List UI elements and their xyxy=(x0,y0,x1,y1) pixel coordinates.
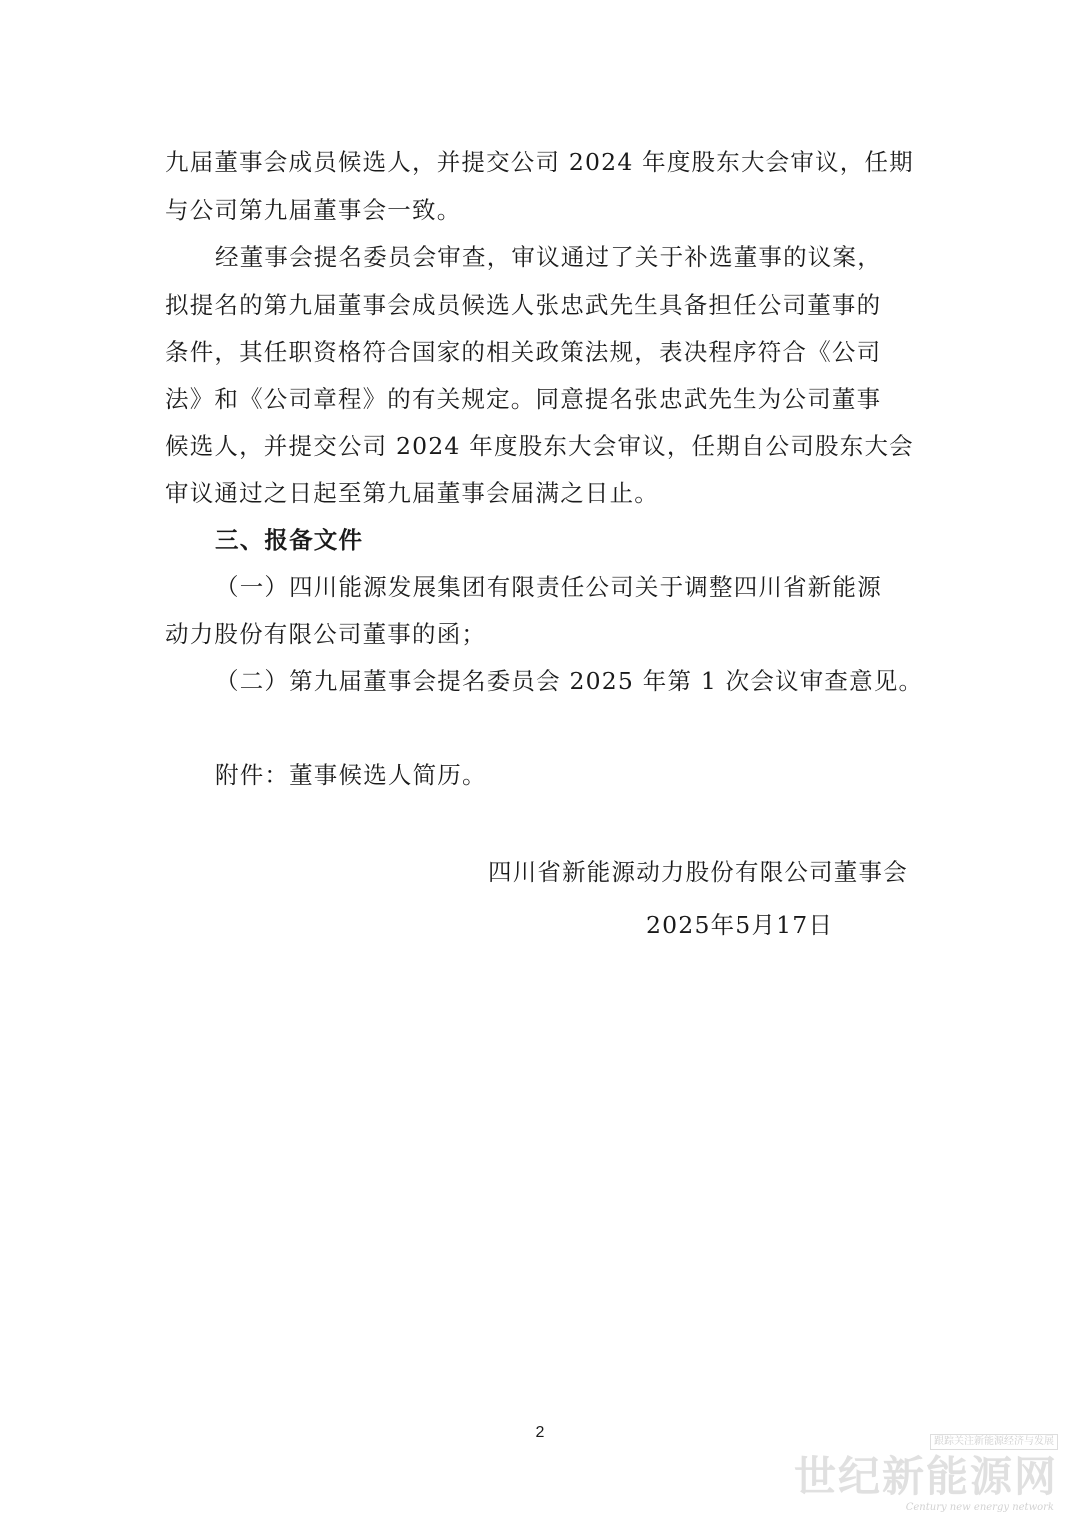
body-line-1: 九届董事会成员候选人，并提交公司 2024 年度股东大会审议，任期 xyxy=(165,148,914,176)
watermark-tagline: 跟踪关注新能源经济与发展 xyxy=(930,1434,1058,1450)
body-line-2: 与公司第九届董事会一致。 xyxy=(165,196,462,224)
body-line-6: 法》和《公司章程》的有关规定。同意提名张忠武先生为公司董事 xyxy=(165,385,882,413)
page-number: 2 xyxy=(535,1424,545,1441)
body-line-4: 拟提名的第九届董事会成员候选人张忠武先生具备担任公司董事的 xyxy=(165,291,882,319)
section-heading: 三、报备文件 xyxy=(215,526,364,554)
body-line-5: 条件，其任职资格符合国家的相关政策法规，表决程序符合《公司 xyxy=(165,338,882,366)
watermark-english: Century new energy network xyxy=(905,1502,1054,1513)
signature-organization: 四川省新能源动力股份有限公司董事会 xyxy=(488,858,908,886)
body-line-7: 候选人，并提交公司 2024 年度股东大会审议，任期自公司股东大会 xyxy=(165,432,914,460)
body-line-8: 审议通过之日起至第九届董事会届满之日止。 xyxy=(165,479,659,507)
signature-date: 2025年5月17日 xyxy=(646,911,834,939)
body-line-3: 经董事会提名委员会审查，审议通过了关于补选董事的议案， xyxy=(215,243,882,271)
filing-item-1-continued: 动力股份有限公司董事的函； xyxy=(165,620,487,648)
filing-item-1: （一）四川能源发展集团有限责任公司关于调整四川省新能源 xyxy=(215,573,882,601)
watermark-name: 世纪新能源网 xyxy=(793,1452,1058,1501)
attachment-note: 附件：董事候选人简历。 xyxy=(215,761,487,789)
watermark xyxy=(793,1434,1058,1520)
filing-item-2: （二）第九届董事会提名委员会 2025 年第 1 次会议审查意见。 xyxy=(215,667,924,695)
